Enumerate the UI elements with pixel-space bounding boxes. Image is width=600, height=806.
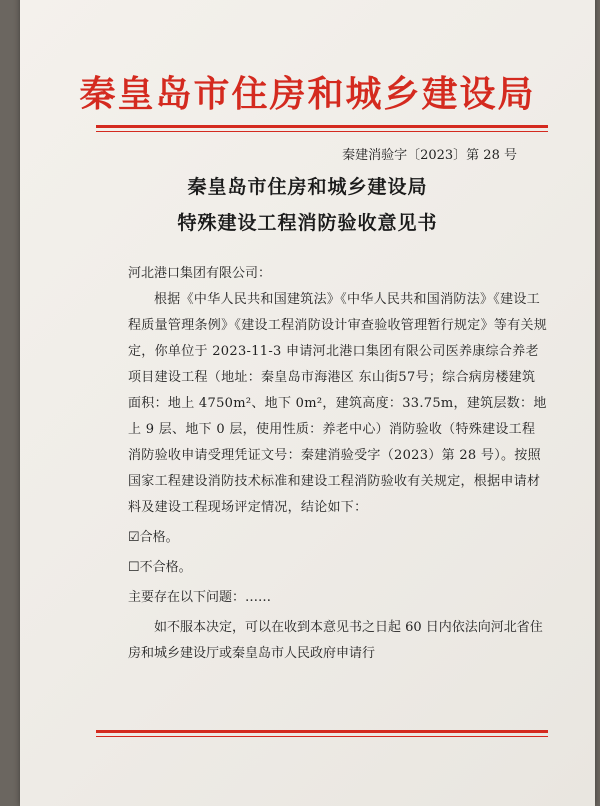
header-rule-thick [96, 125, 548, 128]
option-pass: ☑合格。 [128, 530, 179, 545]
addressee: 河北港口集团有限公司： [128, 266, 272, 281]
footer-rule-thin [96, 736, 548, 737]
document-body [128, 261, 548, 667]
appeal-paragraph: 如不服本决定，可以在收到本意见书之日起 60 日内依法向河北省住房和城乡建设厅或秦皇岛市人民政府申请行 [128, 620, 543, 661]
issues-line: 主要存在以下问题：…… [128, 590, 272, 605]
footer-rule-thick [96, 730, 548, 733]
agency-header: 秦皇岛市住房和城乡建设局 [79, 73, 536, 115]
header-rule-thin [96, 131, 548, 132]
document-page [20, 0, 595, 806]
title-line-1: 秦皇岛市住房和城乡建设局 [187, 176, 428, 198]
title-line-2: 特殊建设工程消防验收意见书 [177, 212, 438, 234]
main-paragraph: 根据《中华人民共和国建筑法》《中华人民共和国消防法》《建设工程质量管理条例》《建设工程消防设计审查验收管理暂行规定》等有关规定，你单位于 2023-11-3 申请河北港口集团有限公司医养康综合养老项目建设工程（地址：秦皇岛市海港区 东山街57号；综合病房楼建筑面积：地上 4750m²、地下 0m²，建筑高度：33.75m，建筑层数：地上 9 层、地下 0 层，使用性质：养老中心）消防验收（特殊建设工程消防验收申请受理凭证文号：秦建消验受字（2023）第 28 号）。按照国家工程建设消防技术标准和建设工程消防验收有关规定，根据申请材料及建设工程现场评定情况，结论如下： [128, 292, 548, 515]
option-fail: ☐不合格。 [128, 560, 192, 575]
document-number: 秦建消验字〔2023〕第 28 号 [342, 148, 517, 163]
